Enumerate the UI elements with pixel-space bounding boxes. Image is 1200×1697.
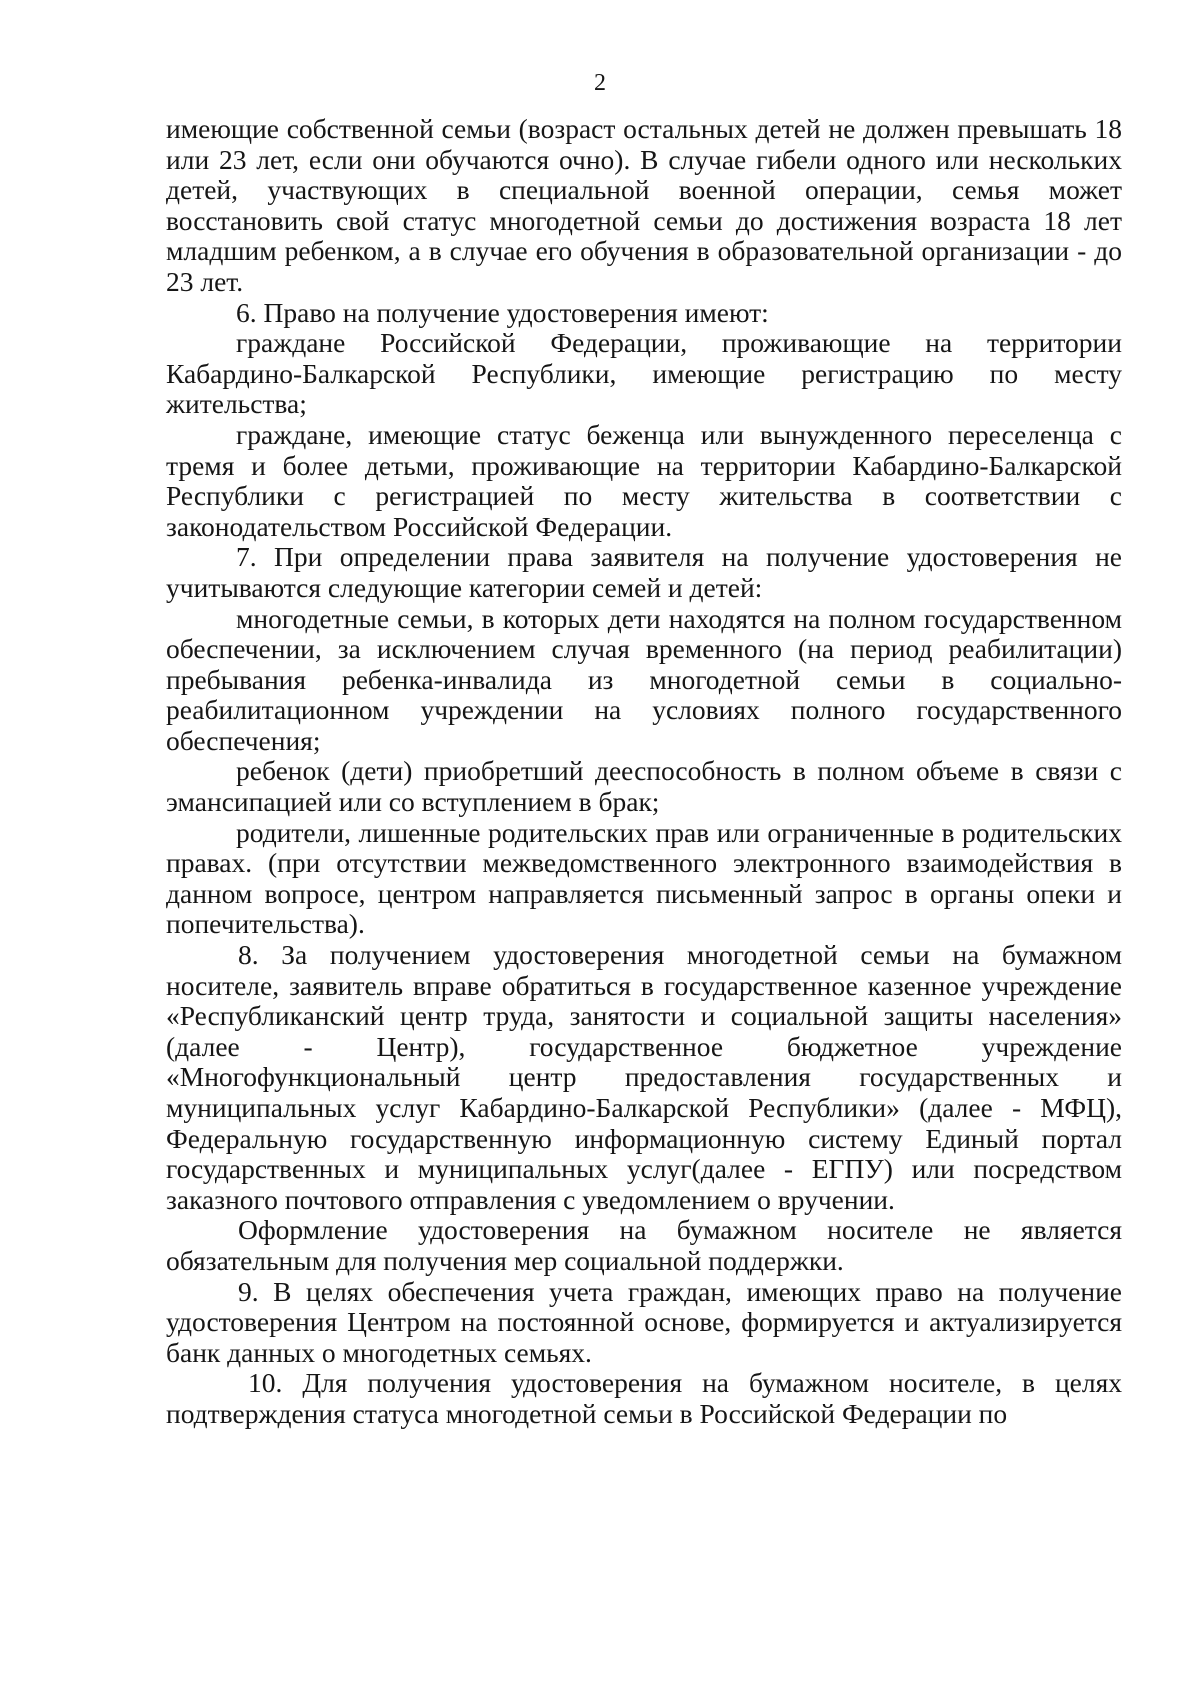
document-body <box>166 114 1122 1430</box>
paragraph-item-7: 7. При определении права заявителя на получение удостоверения не учитываются следующие категории семей и детей: <box>166 541 1122 603</box>
paragraph-item-8: 8. За получением удостоверения многодетной семьи на бумажном носителе, заявитель вправе обратиться в государственное казенное учреждение «Республиканский центр труда, занятости и социальной защиты населения» (далее - Центр), государственное бюджетное учреждение «Многофункциональный центр предоставления государственных и муниципальных услуг Кабардино-Балкарской Республики» (далее - МФЦ), Федеральную государственную информационную систему Единый портал государственных и муниципальных услуг(далее - ЕГПУ) или посредством заказного почтового отправления с уведомлением о вручении. <box>166 939 1122 1215</box>
paragraph-paper-optional: Оформление удостоверения на бумажном носителе не является обязательным для получения мер социальной поддержки. <box>166 1214 1122 1276</box>
paragraph-item-6: 6. Право на получение удостоверения имеют: <box>236 296 769 328</box>
paragraph-item-9: 9. В целях обеспечения учета граждан, имеющих право на получение удостоверения Центром на постоянной основе, формируется и актуализируется банк данных о многодетных семьях. <box>166 1275 1122 1368</box>
paragraph-item-10: 10. Для получения удостоверения на бумажном носителе, в целях подтверждения статуса многодетной семьи в Российской Федерации по <box>166 1367 1122 1429</box>
paragraph-citizens-rf: граждане Российской Федерации, проживающие на территории Кабардино-Балкарской Республики, имеющие регистрацию по месту жительства; <box>166 327 1122 420</box>
page-number: 2 <box>594 70 606 96</box>
paragraph-emancipation: ребенок (дети) приобретший дееспособность в полном объеме в связи с эмансипацией или со вступлением в брак; <box>166 755 1122 818</box>
paragraph-continuation: имеющие собственной семьи (возраст остальных детей не должен превышать 18 или 23 лет, если они обучаются очно). В случае гибели одного или нескольких детей, участвующих в специальной военной операции, семья может восстановить свой статус многодетной семьи до достижения возраста 18 лет младшим ребенком, а в случае его обучения в образовательной организации - до 23 лет. <box>166 113 1122 297</box>
paragraph-refugees: граждане, имеющие статус беженца или вынужденного переселенца с тремя и более детьми, проживающие на территории Кабардино-Балкарской Республики с регистрацией по месту жительства в соответствии с законодательством Российской Федерации. <box>166 418 1122 542</box>
paragraph-state-support: многодетные семьи, в которых дети находятся на полном государственном обеспечении, за исключением случая временного (на период реабилитации) пребывания ребенка-инвалида из многодетной семьи в социально-реабилитационном учреждении на условиях полного государственного обеспечения; <box>166 602 1122 756</box>
paragraph-deprived-parents: родители, лишенные родительских прав или ограниченные в родительских правах. (при отсутствии межведомственного электронного взаимодействия в данном вопросе, центром направляется письменный запрос в органы опеки и попечительства). <box>166 816 1122 940</box>
